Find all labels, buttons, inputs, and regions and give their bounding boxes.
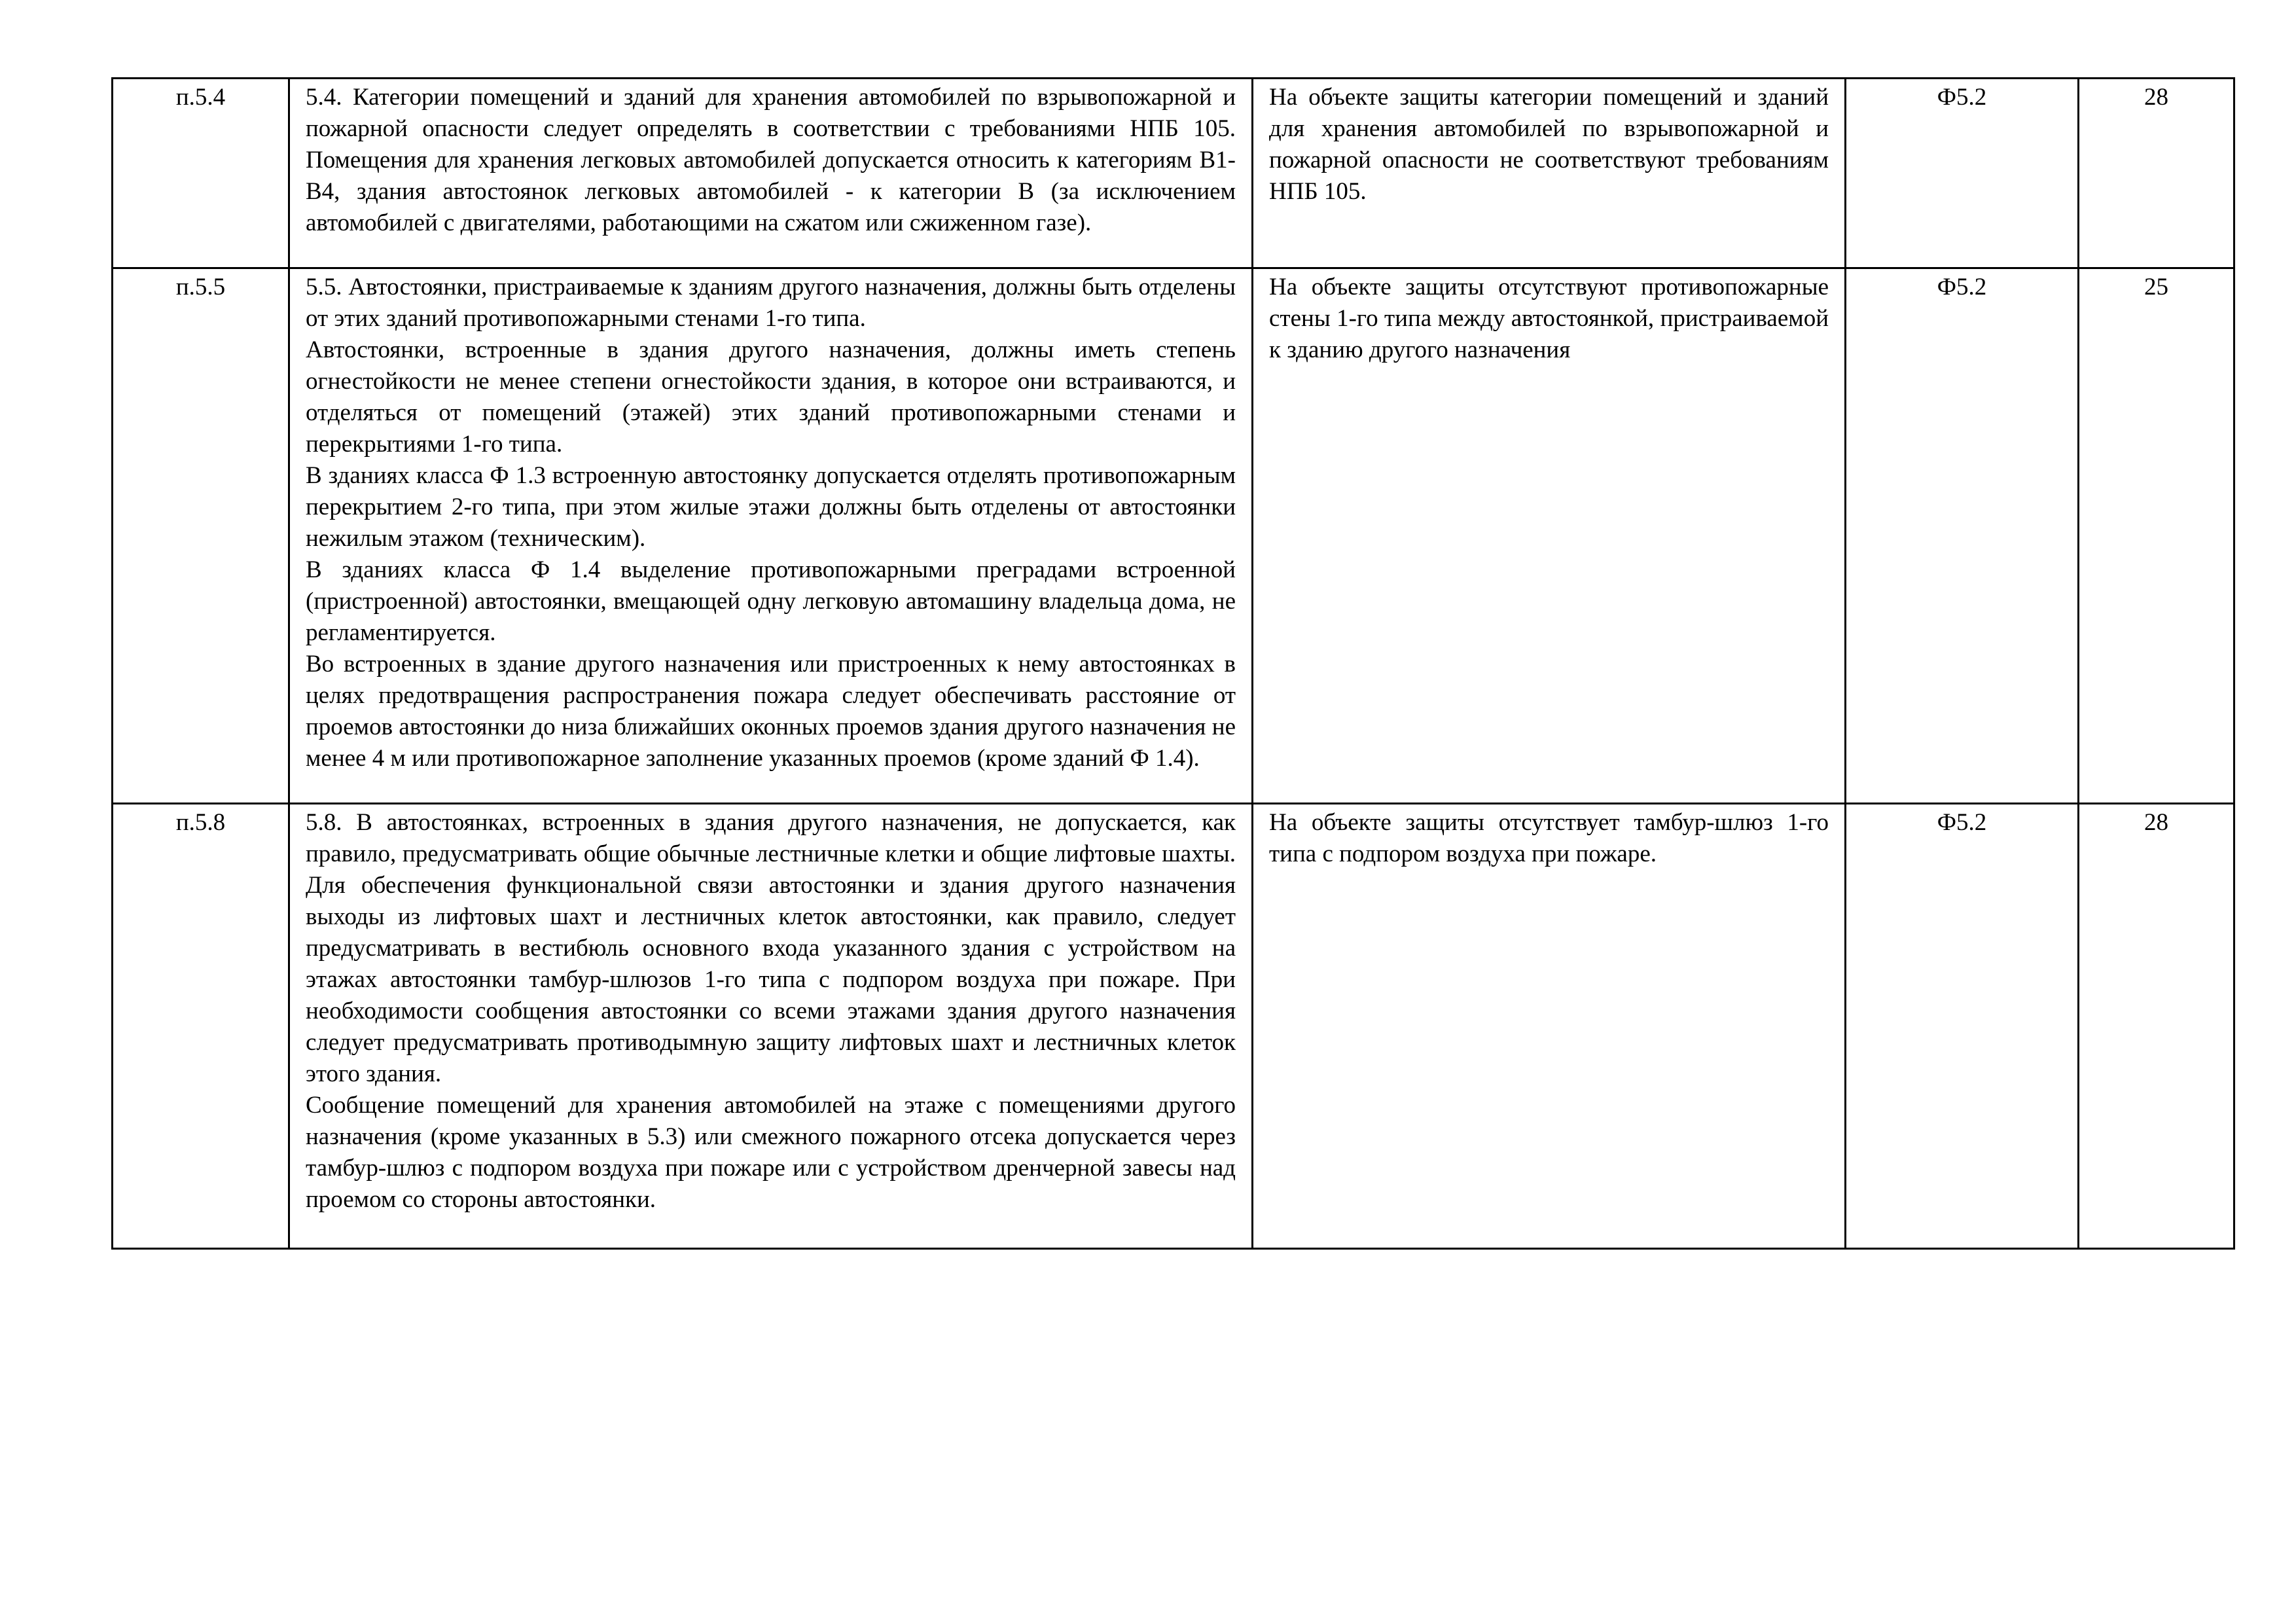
table-row xyxy=(113,804,2234,1249)
number-cell xyxy=(2079,804,2234,1249)
clause-reference: п.5.8 xyxy=(175,809,226,836)
clause-reference-cell xyxy=(113,79,289,268)
table-row xyxy=(113,268,2234,804)
violation-finding: На объекте защиты отсутствуют противопожарные стены 1-го типа между автостоянкой, пристраиваемой к зданию другого назначения xyxy=(1269,274,1829,363)
number-cell xyxy=(2079,79,2234,268)
violation-finding-cell xyxy=(1253,268,1846,804)
class-code-cell xyxy=(1846,804,2079,1249)
clause-reference: п.5.4 xyxy=(175,84,226,111)
requirement-paragraph: 5.5. Автостоянки, пристраиваемые к зданиям другого назначения, должны быть отделены от этих зданий противопожарными стенами 1-го типа. xyxy=(306,274,1236,332)
requirement-paragraph: В зданиях класса Ф 1.4 выделение противопожарными преградами встроенной (пристроенной) автостоянки, вмещающей одну легковую автомашину владельца дома, не регламентируется. xyxy=(306,556,1236,646)
requirement-paragraph: Сообщение помещений для хранения автомобилей на этаже с помещениями другого назначения (кроме указанных в 5.3) или смежного пожарного отсека допускается через тамбур-шлюз с подпором воздуха при пожаре или с устройством дренчерной завесы над проемом со стороны автостоянки. xyxy=(306,1092,1236,1213)
requirement-paragraph: 5.8. В автостоянках, встроенных в здания другого назначения, не допускается, как правило, предусматривать общие обычные лестничные клетки и общие лифтовые шахты. Для обеспечения функциональной связи автостоянки и здания другого назначения выходы из лифтовых шахт и лестничных клеток автостоянки, как правило, следует предусматривать в вестибюль основного входа указанного здания с устройством на этажах автостоянки тамбур-шлюзов 1-го типа с подпором воздуха при пожаре. При необходимости сообщения автостоянки со всеми этажами здания другого назначения следует предусматривать противодымную защиту лифтовых шахт и лестничных клеток этого здания. xyxy=(306,809,1236,1087)
class-code-cell xyxy=(1846,268,2079,804)
clause-reference-cell xyxy=(113,804,289,1249)
requirement-paragraph: 5.4. Категории помещений и зданий для хранения автомобилей по взрывопожарной и пожарной опасности следует определять в соответствии с требованиями НПБ 105. Помещения для хранения легковых автомобилей допускается относить к категориям В1-В4, здания автостоянок легковых автомобилей - к категории В (за исключением автомобилей с двигателями, работающими на сжатом или сжиженном газе). xyxy=(306,84,1236,236)
violation-finding: На объекте защиты категории помещений и зданий для хранения автомобилей по взрывопожарной и пожарной опасности не соответствуют требованиям НПБ 105. xyxy=(1269,84,1829,205)
violation-finding: На объекте защиты отсутствует тамбур-шлюз 1-го типа с подпором воздуха при пожаре. xyxy=(1269,809,1829,867)
table-row xyxy=(113,79,2234,268)
requirement-paragraph: В зданиях класса Ф 1.3 встроенную автостоянку допускается отделять противопожарным перекрытием 2-го типа, при этом жилые этажи должны быть отделены от автостоянки нежилым этажом (техническим). xyxy=(306,462,1236,552)
clause-reference: п.5.5 xyxy=(175,274,226,300)
class-code-cell xyxy=(1846,79,2079,268)
number-value: 25 xyxy=(2144,274,2168,300)
requirements-table-body xyxy=(113,79,2234,1249)
class-code: Ф5.2 xyxy=(1937,274,1987,300)
violation-finding-cell xyxy=(1253,804,1846,1249)
requirement-text-cell xyxy=(289,79,1253,268)
violation-finding-cell xyxy=(1253,79,1846,268)
clause-reference-cell xyxy=(113,268,289,804)
requirement-text-cell xyxy=(289,804,1253,1249)
requirements-table xyxy=(111,77,2235,1250)
requirement-text-cell xyxy=(289,268,1253,804)
requirement-paragraph: Автостоянки, встроенные в здания другого назначения, должны иметь степень огнестойкости не менее степени огнестойкости здания, в которое они встраиваются, и отделяться от помещений (этажей) этих зданий противопожарными стенами и перекрытиями 1-го типа. xyxy=(306,336,1236,458)
class-code: Ф5.2 xyxy=(1937,84,1987,111)
number-value: 28 xyxy=(2144,84,2168,111)
number-cell xyxy=(2079,268,2234,804)
requirement-paragraph: Во встроенных в здание другого назначения или пристроенных к нему автостоянках в целях предотвращения распространения пожара следует обеспечивать расстояние от проемов автостоянки до низа ближайших оконных проемов здания другого назначения не менее 4 м или противопожарное заполнение указанных проемов (кроме зданий Ф 1.4). xyxy=(306,651,1236,772)
number-value: 28 xyxy=(2144,809,2168,836)
class-code: Ф5.2 xyxy=(1937,809,1987,836)
